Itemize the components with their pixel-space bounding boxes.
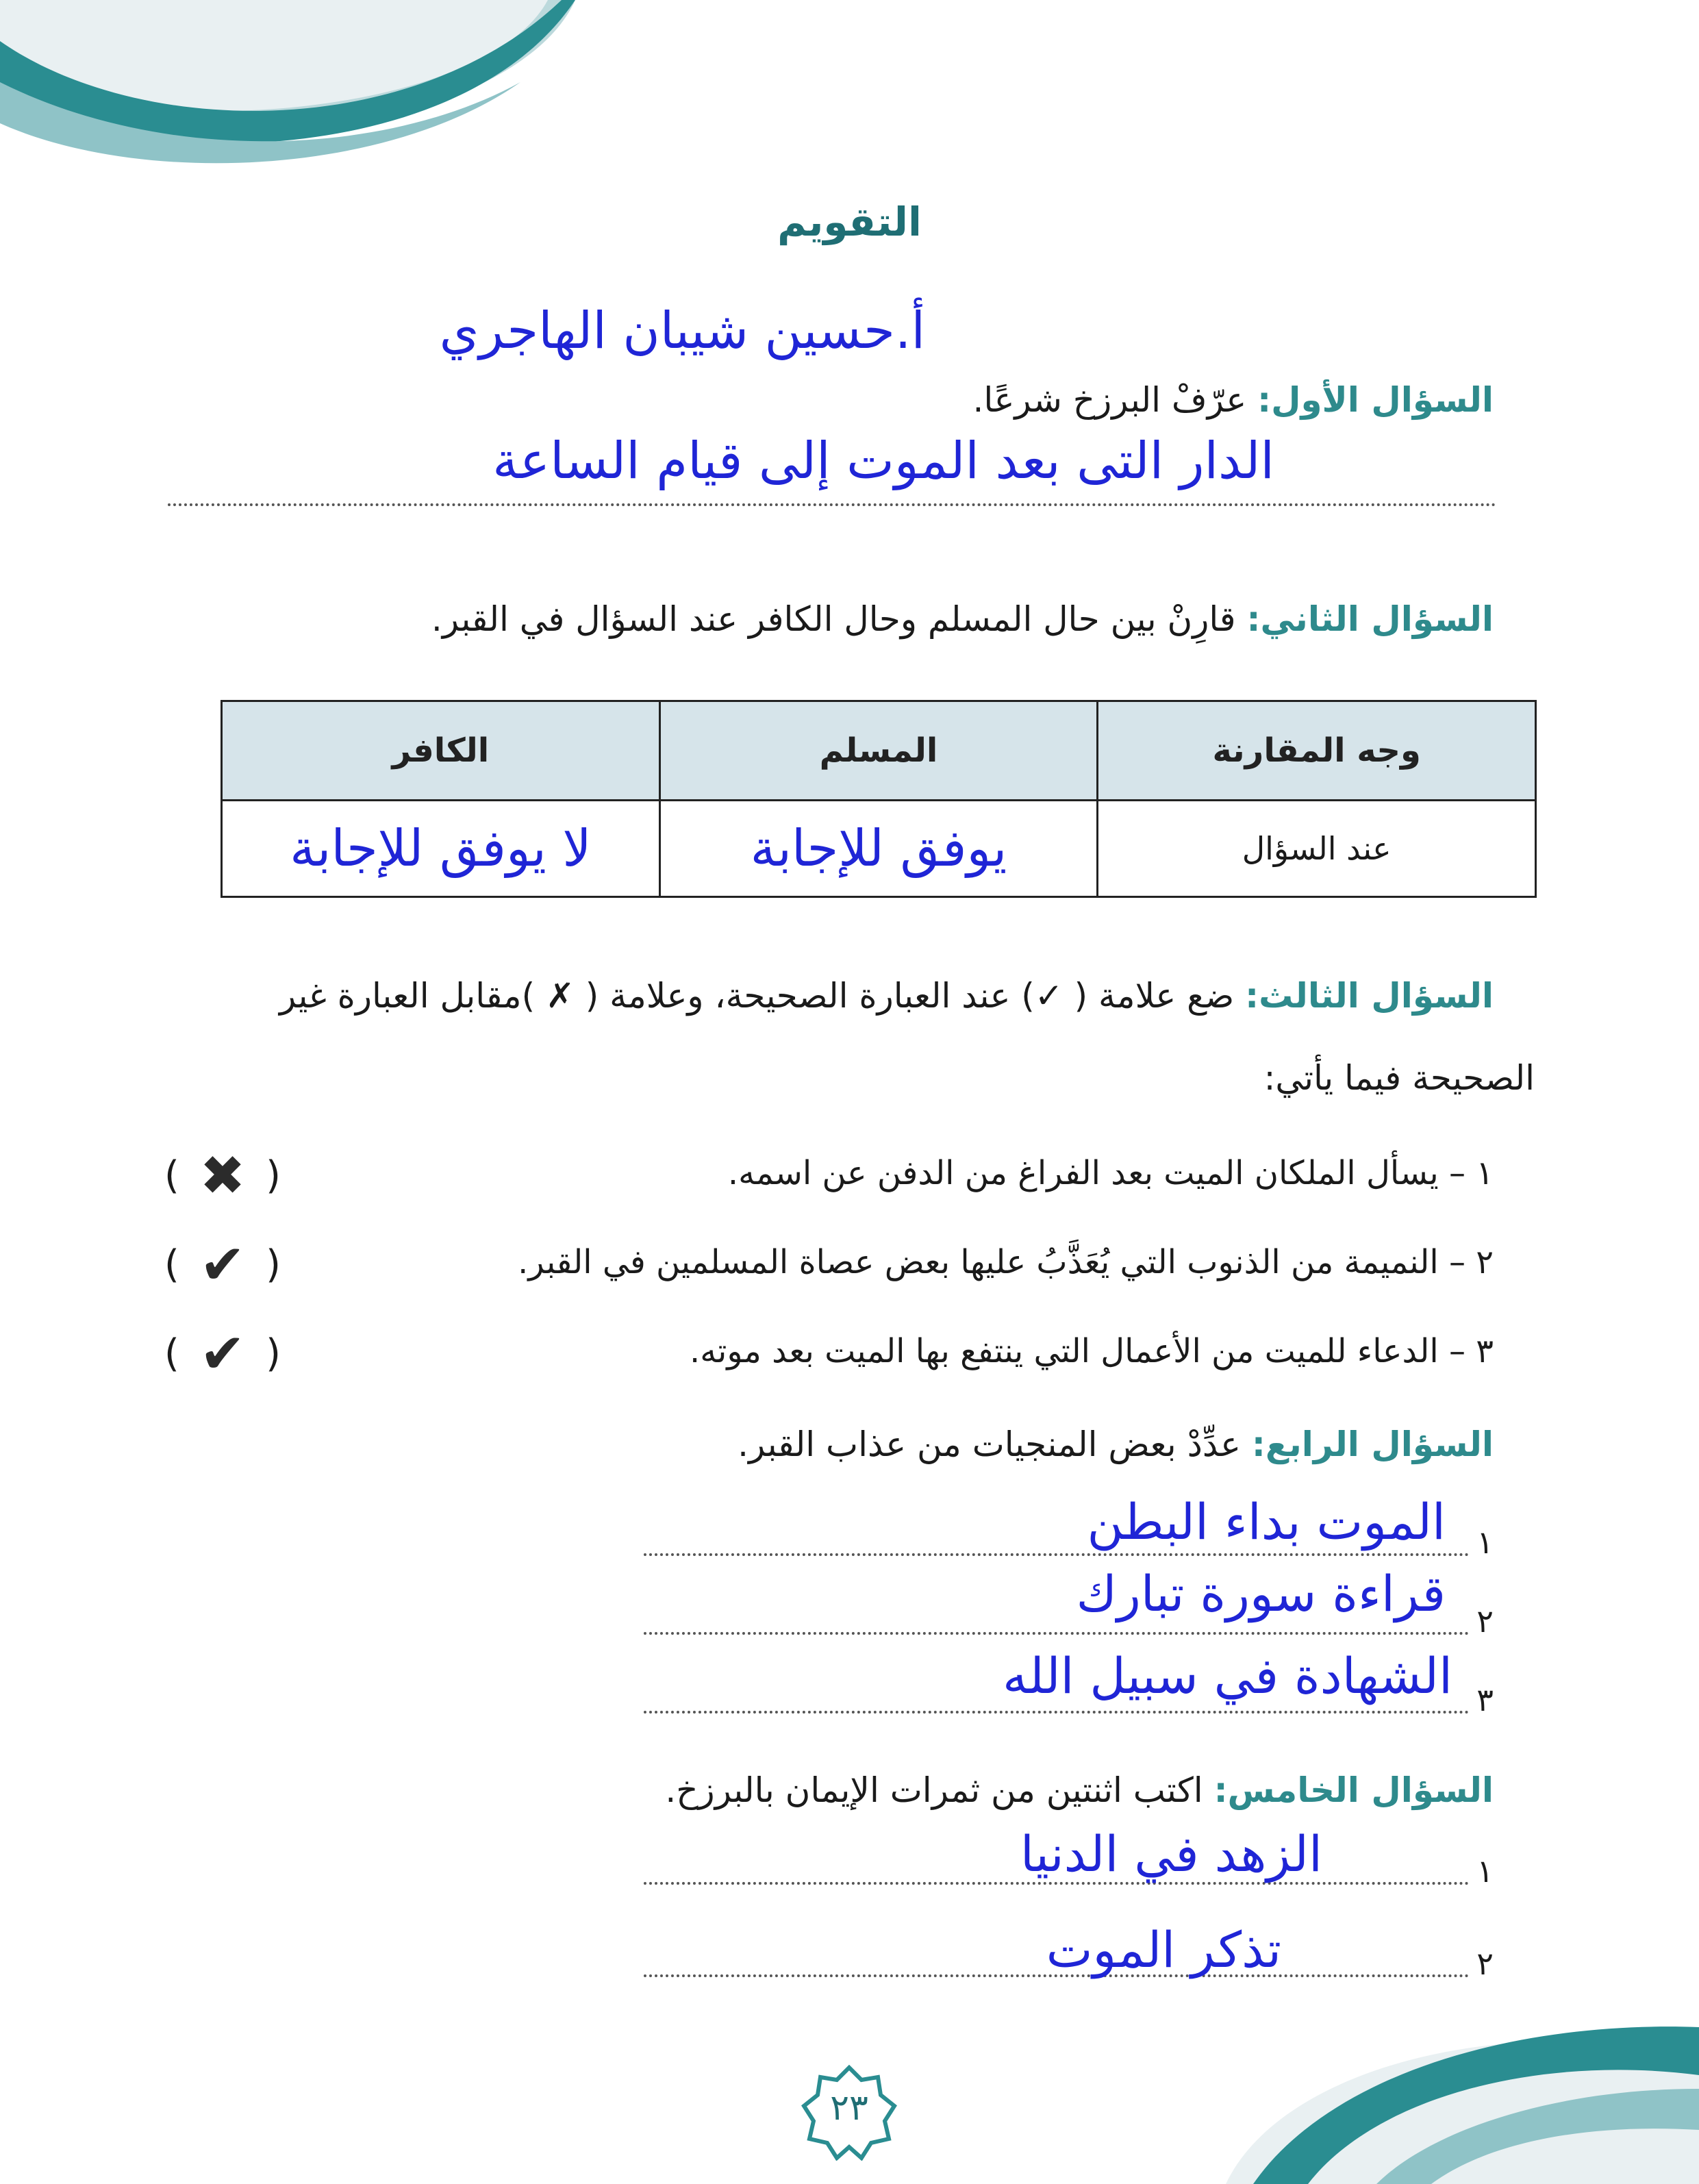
table-header-row: [222, 701, 1536, 801]
check-icon: ✔: [199, 1233, 246, 1296]
answer-line: [168, 503, 1496, 506]
answer-line: [644, 1711, 1469, 1714]
teacher-name: أ.حسين شيبان الهاجري: [439, 301, 925, 360]
table-row: [222, 801, 1536, 897]
bottom-right-decoration: [1226, 2013, 1699, 2184]
muslim-answer: يوفق للإجابة: [659, 801, 1098, 897]
question-4: [738, 1424, 1494, 1464]
list-answer: الموت بداء البطن: [1087, 1493, 1446, 1551]
answer-parens: ( ✖ ): [164, 1144, 281, 1207]
top-left-decoration: [0, 0, 575, 164]
list-number: ٣: [1476, 1681, 1494, 1718]
header-kafir: الكافر: [222, 701, 660, 801]
comparison-table: [221, 700, 1537, 898]
kafir-answer: لا يوفق للإجابة: [222, 801, 660, 897]
question-4-text: عدِّدْ بعض المنجيات من عذاب القبر.: [738, 1424, 1241, 1464]
row-label: عند السؤال: [1098, 801, 1536, 897]
list-answer: الزهد في الدنيا: [1020, 1825, 1322, 1883]
list-answer: قراءة سورة تبارك: [1076, 1565, 1446, 1622]
question-1-answer: الدار التى بعد الموت إلى قيام الساعة: [492, 431, 1274, 490]
question-2: [431, 599, 1494, 639]
list-answer: الشهادة في سبيل الله: [1003, 1647, 1452, 1705]
question-5: [665, 1770, 1494, 1810]
answer-line: [644, 1553, 1469, 1556]
question-3-label: السؤال الثالث:: [1245, 976, 1494, 1016]
answer-parens: ( ✔ ): [164, 1322, 281, 1385]
page-title: التقويم: [777, 199, 922, 245]
list-number: ٢: [1476, 1945, 1494, 1982]
page-number: ٢٣: [830, 2087, 868, 2129]
question-4-label: السؤال الرابع:: [1251, 1424, 1494, 1464]
question-1-label: السؤال الأول:: [1257, 380, 1494, 420]
list-number: ١: [1476, 1524, 1494, 1561]
list-number: ٢: [1476, 1603, 1494, 1640]
question-3-text-line1: ضع علامة ( ✓) عند العبارة الصحيحة، وعلامة ( ✗ )مقابل العبارة غير: [279, 976, 1235, 1016]
answer-line: [644, 1632, 1469, 1635]
question-5-label: السؤال الخامس:: [1213, 1770, 1494, 1810]
question-1: [972, 380, 1494, 420]
list-item: ٢ – النميمة من الذنوب التي يُعَذَّبُ عليها بعض عصاة المسلمين في القبر.: [518, 1243, 1494, 1281]
question-5-text: اكتب اثنتين من ثمرات الإيمان بالبرزخ.: [665, 1770, 1203, 1810]
check-icon: ✔: [199, 1322, 246, 1385]
list-number: ١: [1476, 1853, 1494, 1890]
header-comparison-aspect: وجه المقارنة: [1098, 701, 1536, 801]
question-3-text-line2: الصحيحة فيما يأتي:: [1263, 1058, 1535, 1098]
question-1-text: عرّفْ البرزخ شرعًا.: [972, 380, 1247, 420]
answer-parens: ( ✔ ): [164, 1233, 281, 1296]
question-2-label: السؤال الثاني:: [1246, 599, 1494, 639]
list-item: ٣ – الدعاء للميت من الأعمال التي ينتفع بها الميت بعد موته.: [690, 1332, 1494, 1370]
header-muslim: المسلم: [659, 701, 1098, 801]
cross-icon: ✖: [199, 1144, 246, 1207]
question-2-text: قارِنْ بين حال المسلم وحال الكافر عند السؤال في القبر.: [431, 599, 1236, 639]
question-3: [279, 976, 1494, 1016]
list-item: ١ – يسأل الملكان الميت بعد الفراغ من الدفن عن اسمه.: [727, 1154, 1494, 1192]
list-answer: تذكر الموت: [1046, 1921, 1281, 1979]
